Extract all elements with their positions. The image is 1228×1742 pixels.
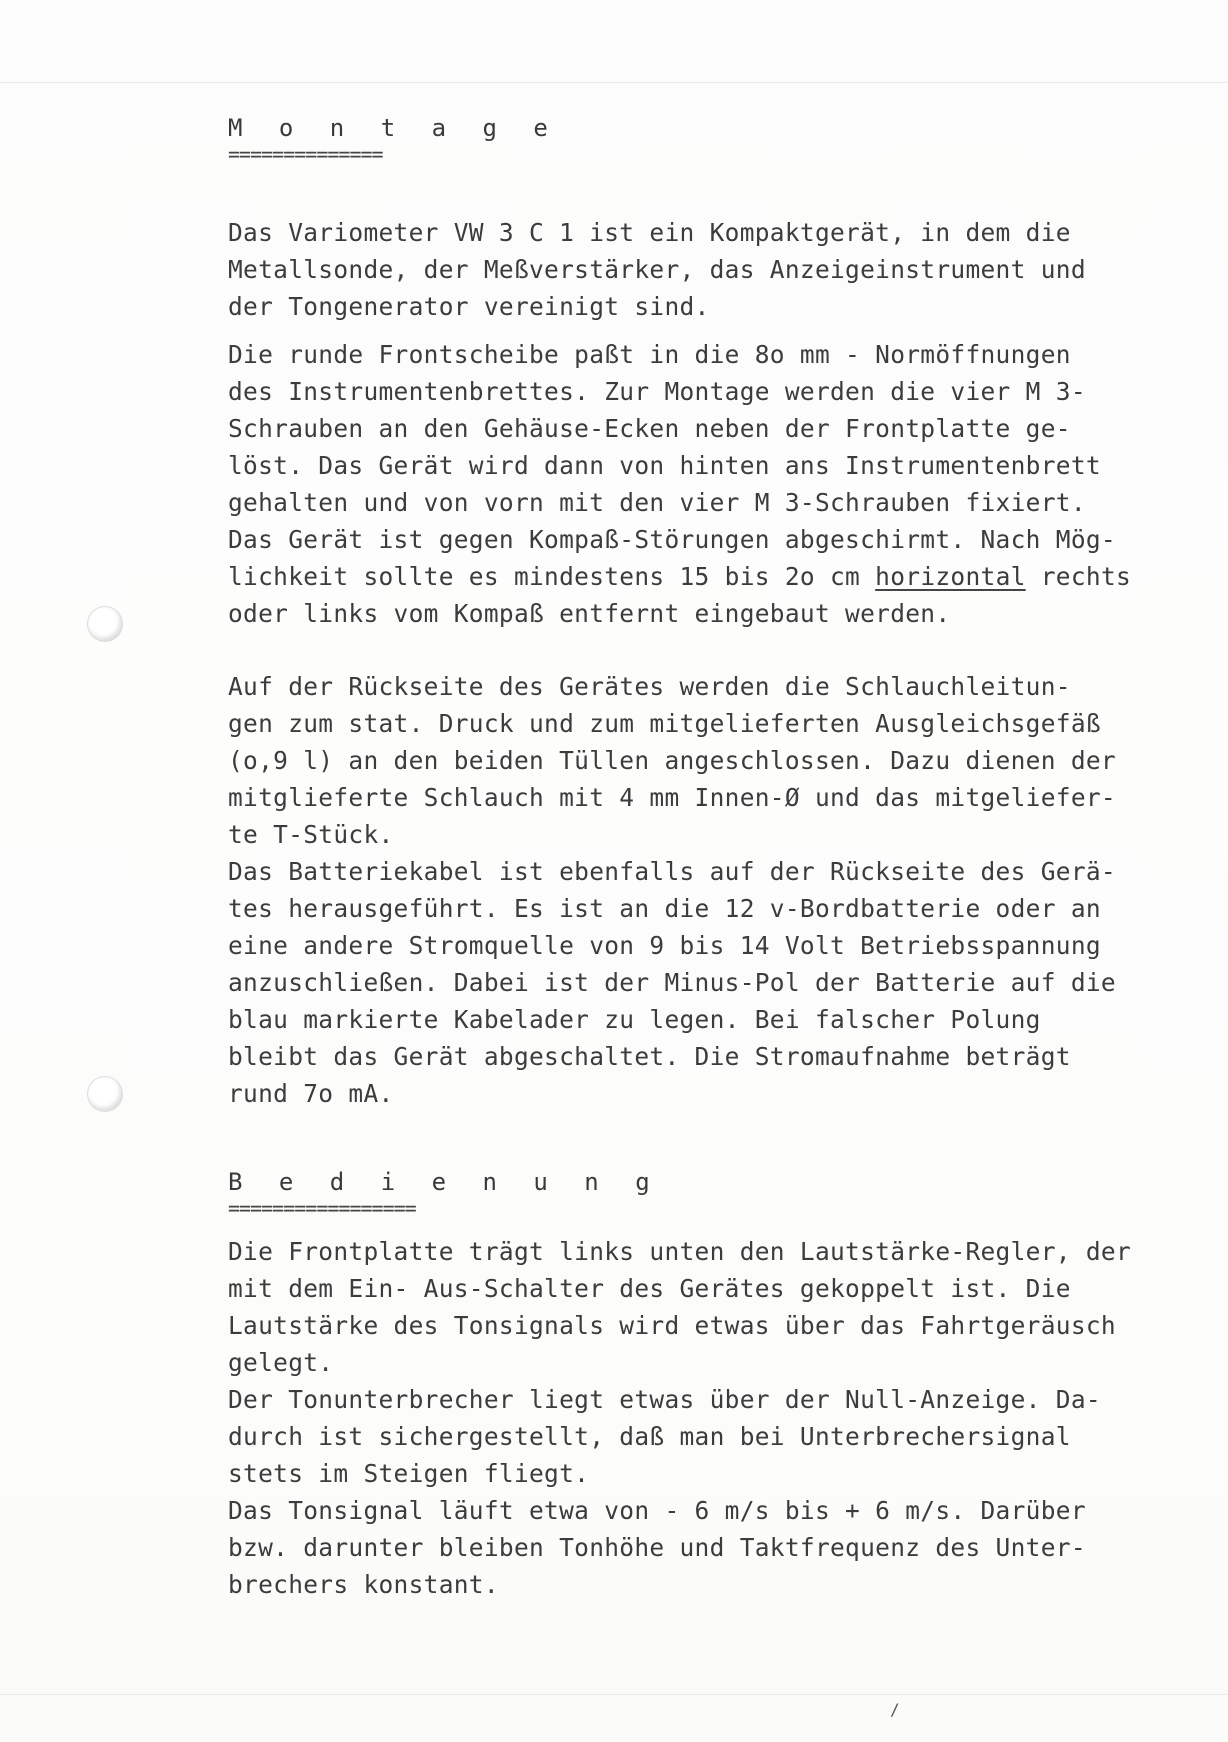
text-line: (o,9 l) an den beiden Tüllen angeschlossen. Dazu dienen der <box>228 746 1116 775</box>
fold-line-top <box>0 82 1228 83</box>
montage-paragraph-2 <box>228 336 1188 632</box>
text-line: bleibt das Gerät abgeschaltet. Die Stromaufnahme beträgt <box>228 1042 1071 1071</box>
text-line: Die Frontplatte trägt links unten den Lautstärke-Regler, der <box>228 1237 1132 1266</box>
text-line: anzuschließen. Dabei ist der Minus-Pol der Batterie auf die <box>228 968 1116 997</box>
text-line: durch ist sichergestellt, daß man bei Unterbrechersignal <box>228 1422 1071 1451</box>
montage-paragraph-1 <box>228 214 1188 325</box>
text-line: Das Batteriekabel ist ebenfalls auf der Rückseite des Gerä- <box>228 857 1116 886</box>
text-line: bzw. darunter bleiben Tonhöhe und Taktfrequenz des Unter- <box>228 1533 1086 1562</box>
text-line: brechers konstant. <box>228 1570 499 1599</box>
underlined-word: horizontal <box>875 562 1026 591</box>
text-line: Das Tonsignal läuft etwa von - 6 m/s bis + 6 m/s. Darüber <box>228 1496 1086 1525</box>
heading-montage-rule: ============== <box>228 142 383 166</box>
text-line: der Tongenerator vereinigt sind. <box>228 292 710 321</box>
fold-line-bottom <box>0 1694 1228 1695</box>
text-line: Auf der Rückseite des Gerätes werden die Schlauchleitun- <box>228 672 1071 701</box>
text-line: blau markierte Kabelader zu legen. Bei falscher Polung <box>228 1005 1041 1034</box>
text-line: eine andere Stromquelle von 9 bis 14 Volt Betriebsspannung <box>228 931 1101 960</box>
text-line: des Instrumentenbrettes. Zur Montage werden die vier M 3- <box>228 377 1086 406</box>
text-line: Die runde Frontscheibe paßt in die 8o mm - Normöffnungen <box>228 340 1071 369</box>
text-line: stets im Steigen fliegt. <box>228 1459 590 1488</box>
punch-hole-upper <box>88 607 122 641</box>
text-line: löst. Das Gerät wird dann von hinten ans Instrumentenbrett <box>228 451 1101 480</box>
montage-paragraph-3 <box>228 668 1188 1112</box>
text-line: rund 7o mA. <box>228 1079 394 1108</box>
text-line: Das Gerät ist gegen Kompaß-Störungen abgeschirmt. Nach Mög- <box>228 525 1116 554</box>
text-line: Das Variometer VW 3 C 1 ist ein Kompaktgerät, in dem die <box>228 218 1071 247</box>
text-line: gen zum stat. Druck und zum mitgelieferten Ausgleichsgefäß <box>228 709 1101 738</box>
text-line: tes herausgeführt. Es ist an die 12 v-Bordbatterie oder an <box>228 894 1101 923</box>
bedienung-paragraph <box>228 1233 1188 1603</box>
text-line: gehalten und von vorn mit den vier M 3-Schrauben fixiert. <box>228 488 1086 517</box>
text-line: oder links vom Kompaß entfernt eingebaut werden. <box>228 599 951 628</box>
text-line: mit dem Ein- Aus-Schalter des Gerätes gekoppelt ist. Die <box>228 1274 1071 1303</box>
heading-bedienung: B e d i e n u n g <box>228 1168 661 1196</box>
text-line: Metallsonde, der Meßverstärker, das Anzeigeinstrument und <box>228 255 1086 284</box>
punch-hole-lower <box>88 1077 122 1111</box>
text-line: te T-Stück. <box>228 820 394 849</box>
text-segment: lichkeit sollte es mindestens 15 bis 2o cm <box>228 562 876 591</box>
text-line: Der Tonunterbrecher liegt etwas über der Null-Anzeige. Da- <box>228 1385 1101 1414</box>
text-line: gelegt. <box>228 1348 334 1377</box>
text-line: Schrauben an den Gehäuse-Ecken neben der Frontplatte ge- <box>228 414 1071 443</box>
heading-montage: M o n t a g e <box>228 114 559 142</box>
paper-mark: / <box>890 1700 900 1719</box>
text-segment: rechts <box>1025 562 1132 591</box>
text-line <box>228 558 1188 595</box>
heading-bedienung-rule: ================= <box>228 1196 416 1220</box>
text-line: mitglieferte Schlauch mit 4 mm Innen-Ø und das mitgeliefer- <box>228 783 1116 812</box>
text-line: Lautstärke des Tonsignals wird etwas über das Fahrtgeräusch <box>228 1311 1116 1340</box>
